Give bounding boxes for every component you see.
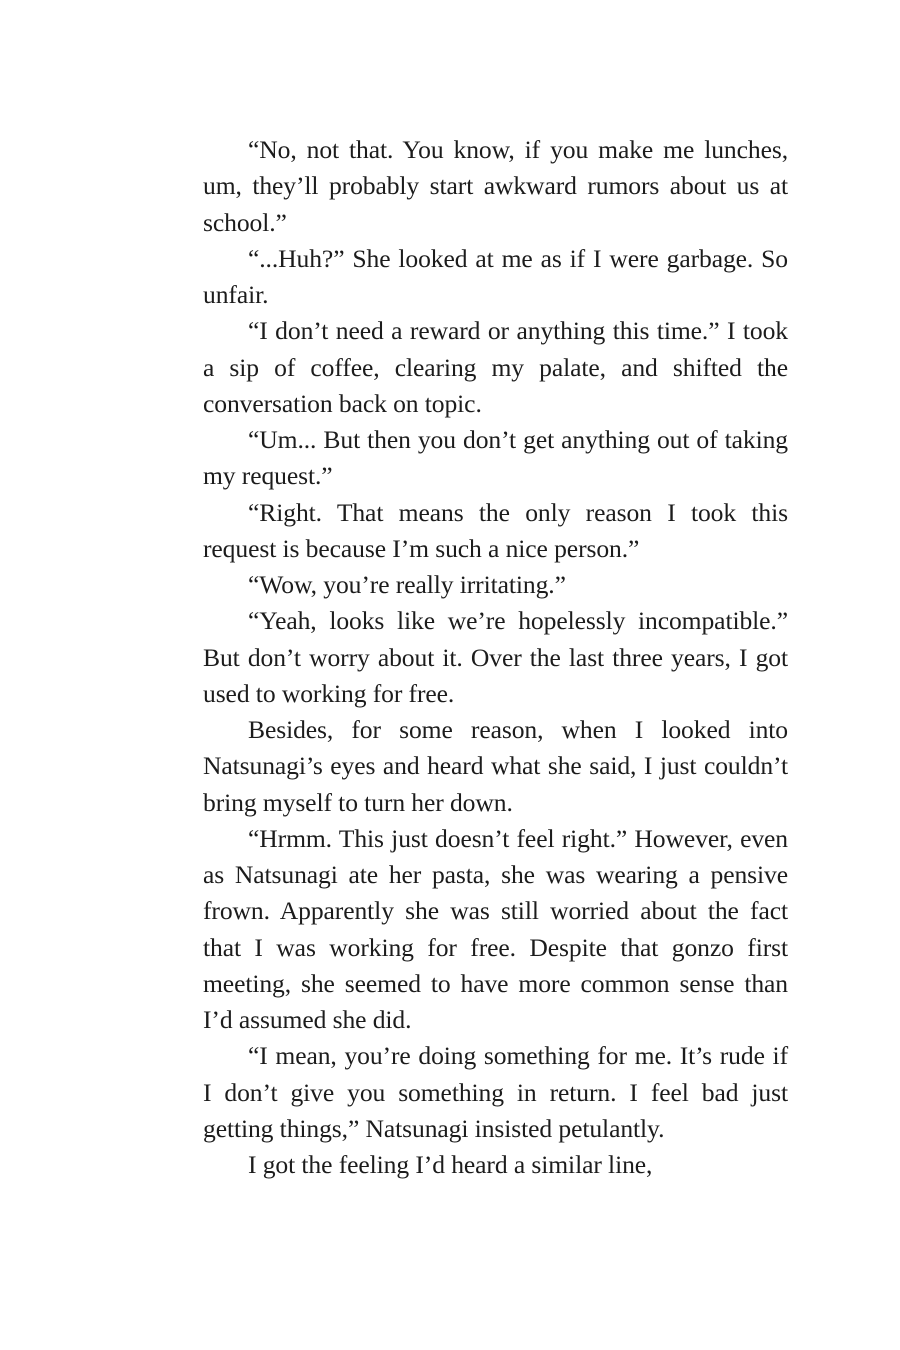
paragraph-6: “Wow, you’re really irritating.” — [248, 570, 566, 599]
body-text — [203, 132, 788, 1183]
paragraph-2: “...Huh?” She looked at me as if I were garbage. So unfair. — [203, 243, 788, 309]
paragraph-11: I got the feeling I’d heard a similar line, — [248, 1150, 653, 1179]
paragraph-4: “Um... But then you don’t get anything out of taking my request.” — [203, 425, 788, 491]
paragraph-1: “No, not that. You know, if you make me lunches, um, they’ll probably start awkward rumors about us at school.” — [203, 135, 788, 237]
paragraph-5: “Right. That means the only reason I took this request is because I’m such a nice person.” — [203, 497, 788, 563]
paragraph-3: “I don’t need a reward or anything this time.” I took a sip of coffee, clearing my palate, and shifted the conversation back on topic. — [203, 316, 788, 418]
paragraph-9: “Hrmm. This just doesn’t feel right.” However, even as Natsunagi ate her pasta, she was wearing a pensive frown. Apparently she was still worried about the fact that I was working for free. Despite that gonzo first meeting, she seemed to have more common sense than I’d assumed she did. — [203, 823, 788, 1034]
paragraph-7: “Yeah, looks like we’re hopelessly incompatible.” But don’t worry about it. Over the last three years, I got used to working for free. — [203, 606, 788, 708]
paragraph-10: “I mean, you’re doing something for me. It’s rude if I don’t give you something in return. I feel bad just getting things,” Natsunagi insisted petulantly. — [203, 1041, 788, 1143]
paragraph-8: Besides, for some reason, when I looked into Natsunagi’s eyes and heard what she said, I just couldn’t bring myself to turn her down. — [203, 715, 788, 817]
